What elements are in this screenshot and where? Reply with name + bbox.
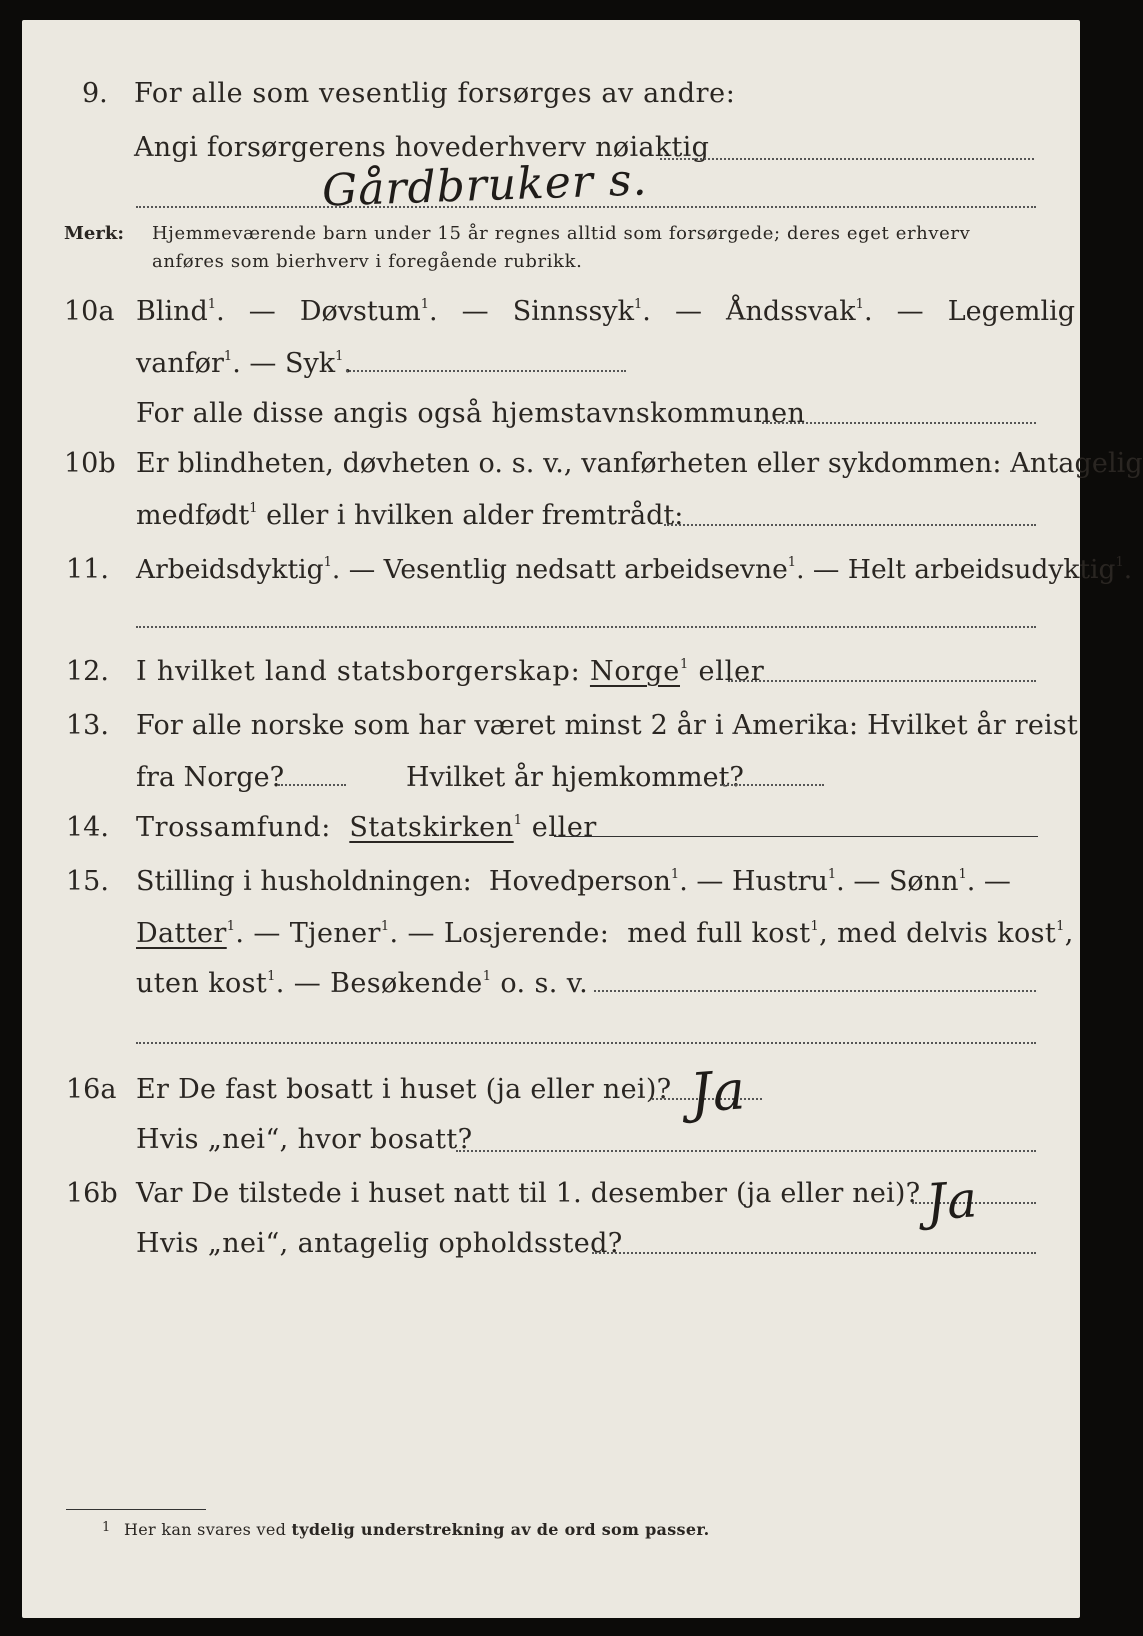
q14-answer-line [554,836,1038,837]
q14-eller: eller [531,812,597,843]
footnote-ref: 1 [827,867,837,882]
footnote-ref: 1 [335,349,344,364]
q16b-line1: Var De tilstede i huset natt til 1. desember (ja eller nei)? [136,1178,921,1209]
q13-line2a: fra Norge? [136,762,285,793]
option-blind: Blind [136,296,208,327]
q15-answer-line1 [594,990,1036,992]
dash: — [674,296,702,327]
q10b-number: 10b [64,448,116,479]
q11-answer-line [136,626,1036,628]
dash: — [253,918,281,949]
footnote-ref: 1 [1115,555,1124,570]
q9-answer-line1 [660,158,1034,160]
dash: — [407,918,435,949]
q9-answer-line2 [136,206,1036,208]
dash: — [348,554,376,585]
q9-line2: Angi forsørgerens hovederhverv nøiaktig [134,132,710,163]
q15-text: Stilling i husholdningen: [136,866,472,897]
q16b-handwritten-answer: Ja [924,1170,980,1232]
footnote-ref: 1 [634,297,643,312]
q10b-line2-rest: eller i hvilken alder fremtrådt: [266,500,684,531]
q10b-line2 [136,500,683,532]
q15-line2: Datter$^1$. — Tjener$^1$. — Losjerende: med full kost$^1$, med delvis kost$^1$, [136,918,1074,949]
footnote-text-b: tydelig understrekning av de ord som passer. [291,1520,710,1539]
merk-label: Merk: [64,223,124,244]
option-hovedperson: Hovedperson [488,866,671,897]
option-tjener: Tjener [289,918,381,949]
option-sonn: Sønn [888,866,959,897]
q13-number: 13. [66,710,109,741]
option-datter: Datter [136,918,227,949]
option-sinnssyk: Sinnssyk [512,296,634,327]
q11-line1: Arbeidsdyktig$^1$. — Vesentlig nedsatt arbeidsevne$^1$. — Helt arbeidsudyktig$^1$. [136,554,1133,585]
q13-reist-line [278,784,346,786]
footnote-text [124,1520,709,1539]
q15-line1: Stilling i husholdningen: Hovedperson$^1$. — Hustru$^1$. — Sønn$^1$. — [136,866,1011,897]
q10a-line2: vanfør$^1$. — Syk$^1$. [136,348,352,379]
option-vanfor: vanfør [136,348,224,379]
option-osv: o. s. v. [500,968,589,999]
dash: — [461,296,489,327]
q13-line1: For alle norske som har været minst 2 år i Amerika: Hvilket år reist [136,710,1078,741]
q9-handwritten-answer: Gårdbruker s. [321,154,649,217]
q15-line3: uten kost$^1$. — Besøkende$^1$ o. s. v. [136,968,589,999]
dash: — [812,554,840,585]
option-besokende: Besøkende [330,968,483,999]
option-uten-kost: uten kost [136,968,268,999]
q12-text: I hvilket land statsborgerskap: [136,656,581,687]
q12-number: 12. [66,656,109,687]
dash: — [293,968,322,999]
q14-line1 [136,812,597,844]
option-dovstum: Døvstum [299,296,421,327]
q16a-handwritten-answer: Ja [687,1058,748,1125]
footnote-ref: 1 [482,969,492,984]
option-arbeidsdyktig: Arbeidsdyktig [136,554,324,585]
option-syk: Syk [284,348,336,379]
dash: — [853,866,881,897]
dash: — [696,866,724,897]
q14-number: 14. [66,812,109,843]
footnote-ref: 1 [810,919,820,934]
dash: — [983,866,1011,897]
q11-number: 11. [66,554,109,585]
option-full-kost: med full kost [627,918,811,949]
footnote-ref: 1 [267,969,276,984]
merk-line2: anføres som bierhverv i foregående rubrikk. [152,251,583,272]
q10a-line3: For alle disse angis også hjemstavnskommunen [136,398,806,429]
q10a-answer-line [346,370,626,372]
q9-line1: For alle som vesentlig forsørges av andre: [134,78,736,109]
footnote-ref: 1 [249,501,258,516]
q15-answer-line2 [136,1042,1036,1044]
footnote-ref: 1 [380,919,390,934]
q16a-line2: Hvis „nei“, hvor bosatt? [136,1124,473,1155]
footnote-mark: 1 [102,1520,111,1535]
q10b-line1: Er blindheten, døvheten o. s. v., vanførheten eller sykdommen: Antagelig [136,448,1143,479]
footnote-ref: 1 [223,349,233,364]
footnote-ref: 1 [855,297,864,312]
footnote-ref: 1 [670,867,680,882]
dash: — [249,348,277,379]
q13-line2b: Hvilket år hjemkommet? [406,762,744,793]
q16b-number: 16b [66,1178,118,1209]
q16b-opholdssted-line [592,1252,1036,1254]
q14-text: Trossamfund: [136,812,331,843]
option-delvis-kost: med delvis kost [837,918,1057,949]
footnote-ref: 1 [1056,919,1065,934]
q16a-line1: Er De fast bosatt i huset (ja eller nei)? [136,1074,672,1105]
footnote-ref: 1 [680,657,690,672]
q16b-line2: Hvis „nei“, antagelig opholdssted? [136,1228,623,1259]
q12-answer-line [728,680,1036,682]
q12-line1 [136,656,765,688]
q10a-number: 10a [64,296,115,327]
footnote-divider [66,1509,206,1510]
q10a-hjemstavn-line [762,422,1036,424]
footnote-text-a: Her kan svares ved [124,1520,287,1539]
merk-line1: Hjemmeværende barn under 15 år regnes alltid som forsørgede; deres eget erhverv [152,223,971,244]
dash: — [896,296,924,327]
option-norge: Norge [589,656,680,687]
option-statskirken: Statskirken [349,812,514,843]
footnote-ref: 1 [226,919,236,934]
q15-number: 15. [66,866,109,897]
footnote-ref: 1 [207,297,217,312]
option-andssvak: Åndssvak [726,296,856,327]
dash: — [248,296,276,327]
q10b-answer-line [664,524,1036,526]
option-losjerende: Losjerende: [443,918,610,949]
footnote-ref: 1 [787,555,797,570]
footnote-ref: 1 [323,555,332,570]
option-medfodt: medfødt [136,500,250,531]
q10a-line1: Blind$^1$. — Døvstum$^1$. — Sinnssyk$^1$. — Åndssvak$^1$. — Legemlig [136,296,1076,327]
option-legemlig: Legemlig [947,296,1076,327]
q16a-number: 16a [66,1074,117,1105]
q12-eller: eller [698,656,765,687]
q13-hjemkommet-line [720,784,824,786]
option-udyktig: Helt arbeidsudyktig [847,554,1116,585]
q16a-bosatt-line [456,1150,1036,1152]
footnote-ref: 1 [958,867,967,882]
footnote-ref: 1 [420,297,429,312]
option-nedsatt: Vesentlig nedsatt arbeidsevne [383,554,788,585]
option-hustru: Hustru [731,866,828,897]
footnote-ref: 1 [513,813,523,828]
q9-number: 9. [82,78,108,109]
